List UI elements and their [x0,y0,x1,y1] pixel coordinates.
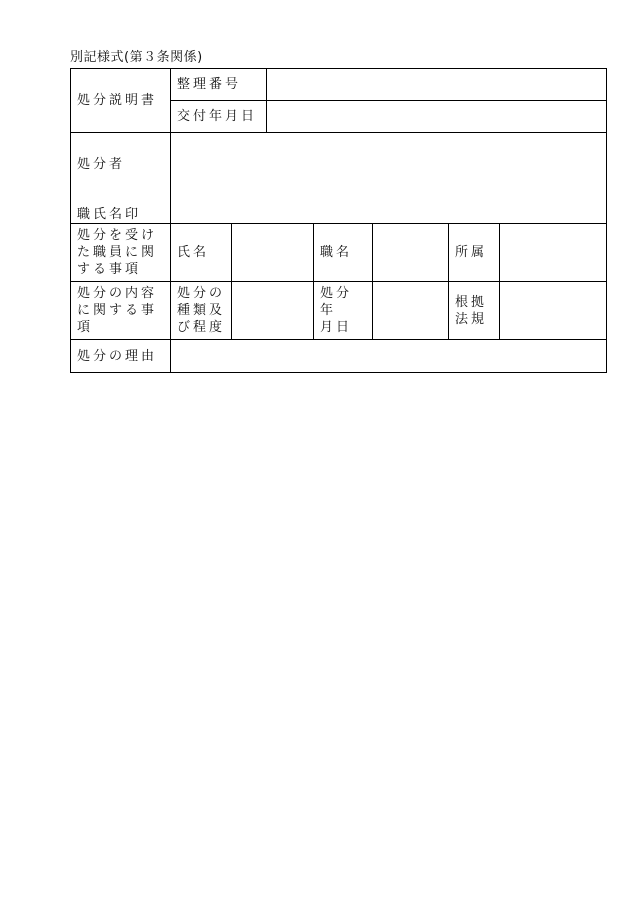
subject-section-label: 処分を受け た職員に関 する事項 [77,228,158,277]
form-heading: 別記様式(第３条関係) [70,50,203,65]
reference-number-row [71,69,607,101]
reference-number-label-cell [171,69,267,101]
disposal-date-label-cell [314,282,373,340]
reason-label-cell [71,340,171,373]
reason-label: 処分の理由 [77,348,158,364]
legal-basis-label: 根拠 法規 [455,294,488,327]
disposal-date-field[interactable] [373,282,449,340]
name-field[interactable] [232,224,314,282]
disposition-explanation-table [70,68,607,373]
reference-number-label: 整理番号 [177,77,242,92]
issue-date-field[interactable] [267,101,607,133]
content-section-label: 処分の内容 に関する事 項 [77,286,158,335]
reason-row [71,340,607,373]
position-label: 職名 [320,245,353,260]
disposer-label-line2: 職氏名印 [77,207,142,222]
subject-row [71,224,607,282]
disposer-label-line1: 処分者 [77,157,126,172]
position-label-cell [314,224,373,282]
content-row [71,282,607,340]
name-label: 氏名 [177,245,210,260]
explanation-label: 処分説明書 [77,93,158,108]
disposer-label-cell [71,133,171,224]
legal-basis-label-cell [449,282,500,340]
explanation-label-cell [71,69,171,133]
issue-date-label-cell [171,101,267,133]
reference-number-field[interactable] [267,69,607,101]
disposal-date-label: 処分年 月日 [320,286,353,335]
affiliation-field[interactable] [500,224,607,282]
type-degree-label: 処分の 種類及 び程度 [177,286,226,335]
position-field[interactable] [373,224,449,282]
subject-section-label-cell [71,224,171,282]
content-section-label-cell [71,282,171,340]
name-label-cell [171,224,232,282]
reason-field[interactable] [171,340,607,373]
affiliation-label-cell [449,224,500,282]
type-degree-label-cell [171,282,232,340]
issue-date-label: 交付年月日 [177,109,258,124]
affiliation-label: 所属 [455,245,488,260]
disposer-field[interactable] [171,133,607,224]
type-degree-field[interactable] [232,282,314,340]
legal-basis-field[interactable] [500,282,607,340]
disposer-row [71,133,607,224]
